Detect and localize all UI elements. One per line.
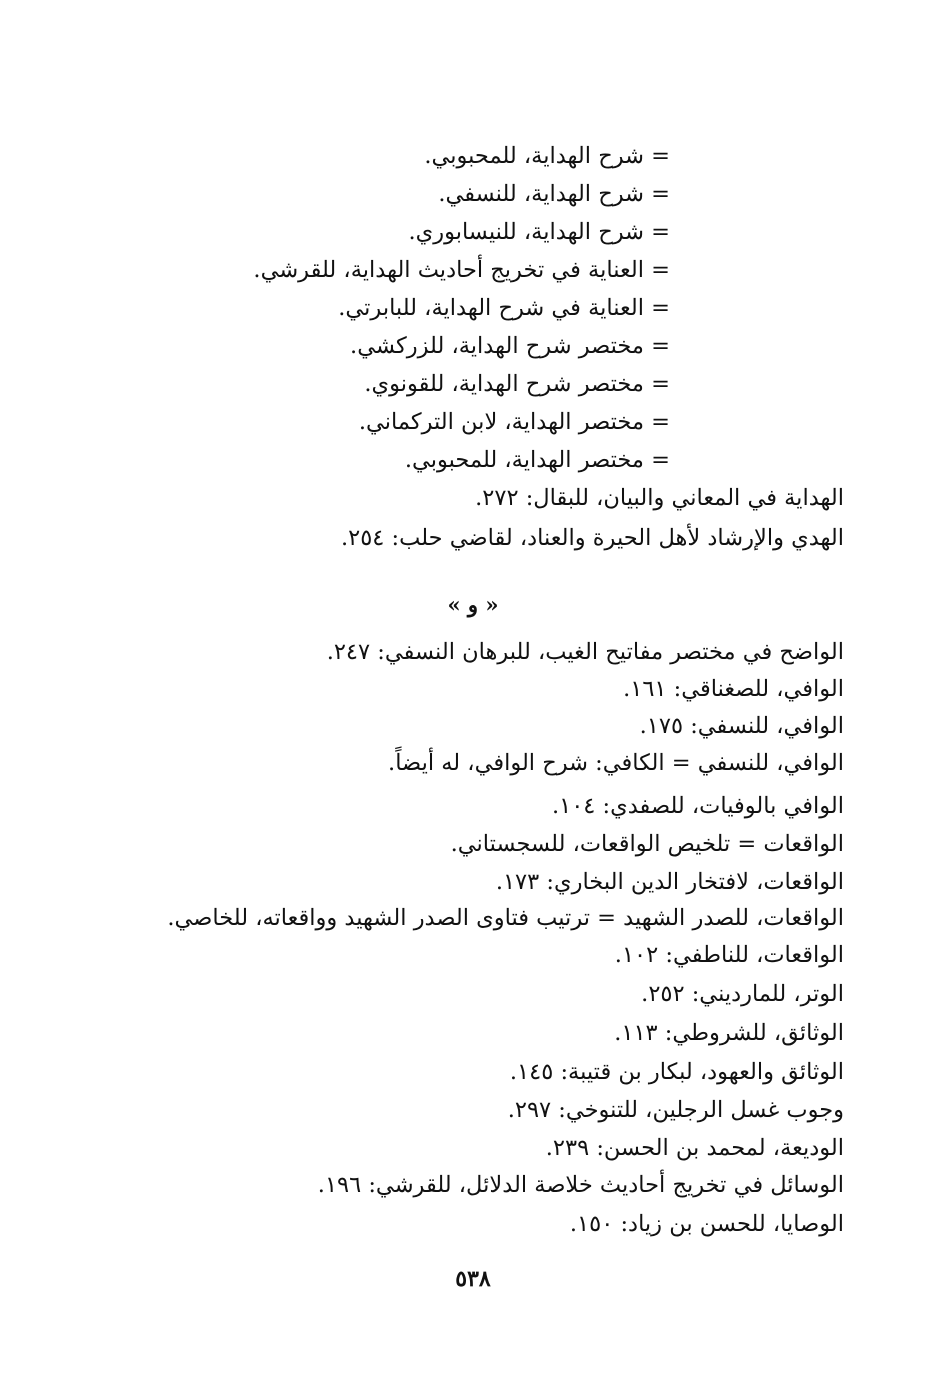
section-header: « و » [447, 592, 499, 617]
page-number: ٥٣٨ [455, 1266, 491, 1292]
index-entry: الوافي، للنسفي: ١٧٥. [639, 713, 844, 739]
sub-entry: = شرح الهداية، للنسفي. [438, 181, 670, 207]
index-entry: الوافي بالوفيات، للصفدي: ١٠٤. [551, 793, 844, 819]
index-entry: الهداية في المعاني والبيان، للبقال: ٢٧٢. [475, 485, 844, 511]
sub-entry: = العناية في تخريج أحاديث الهداية، للقرشي. [253, 257, 670, 283]
index-entry: الهدي والإرشاد لأهل الحيرة والعناد، لقاضي حلب: ٢٥٤. [340, 525, 844, 551]
index-entry: الوسائل في تخريج أحاديث خلاصة الدلائل، للقرشي: ١٩٦. [317, 1172, 844, 1198]
sub-entry: = مختصر شرح الهداية، للقونوي. [364, 371, 670, 397]
sub-entry: = مختصر الهداية، لابن التركماني. [358, 409, 670, 435]
index-entry: وجوب غسل الرجلين، للتنوخي: ٢٩٧. [507, 1097, 844, 1123]
index-entry: الوديعة، لمحمد بن الحسن: ٢٣٩. [545, 1135, 844, 1161]
index-entry: الوثائق والعهود، لبكار بن قتيبة: ١٤٥. [509, 1059, 844, 1085]
index-entry: الواقعات، للصدر الشهيد = ترتيب فتاوى الصدر الشهيد وواقعاته، للخاصي. [167, 905, 844, 931]
index-entry: الوتر، للمارديني: ٢٥٢. [641, 981, 844, 1007]
sub-entry: = العناية في شرح الهداية، للبابرتي. [338, 295, 670, 321]
index-entry: الواقعات، لافتخار الدين البخاري: ١٧٣. [495, 869, 844, 895]
index-entry: الوصايا، للحسن بن زياد: ١٥٠. [569, 1211, 844, 1237]
index-entry: الوثائق، للشروطي: ١١٣. [614, 1020, 844, 1046]
index-entry: الوافي، للصغناقي: ١٦١. [623, 676, 844, 702]
sub-entry: = شرح الهداية، للمحبوبي. [424, 143, 670, 169]
sub-entry: = مختصر شرح الهداية، للزركشي. [350, 333, 670, 359]
sub-entry: = مختصر الهداية، للمحبوبي. [404, 447, 670, 473]
sub-entry: = شرح الهداية، للنيسابوري. [408, 219, 670, 245]
index-entry: الواقعات، للناطفي: ١٠٢. [614, 942, 844, 968]
index-entry: الوافي، للنسفي = الكافي: شرح الوافي، له أيضاً. [388, 750, 844, 776]
index-entry: الواقعات = تلخيص الواقعات، للسجستاني. [450, 831, 844, 857]
index-entry: الواضح في مختصر مفاتيح الغيب، للبرهان النسفي: ٢٤٧. [326, 639, 844, 665]
